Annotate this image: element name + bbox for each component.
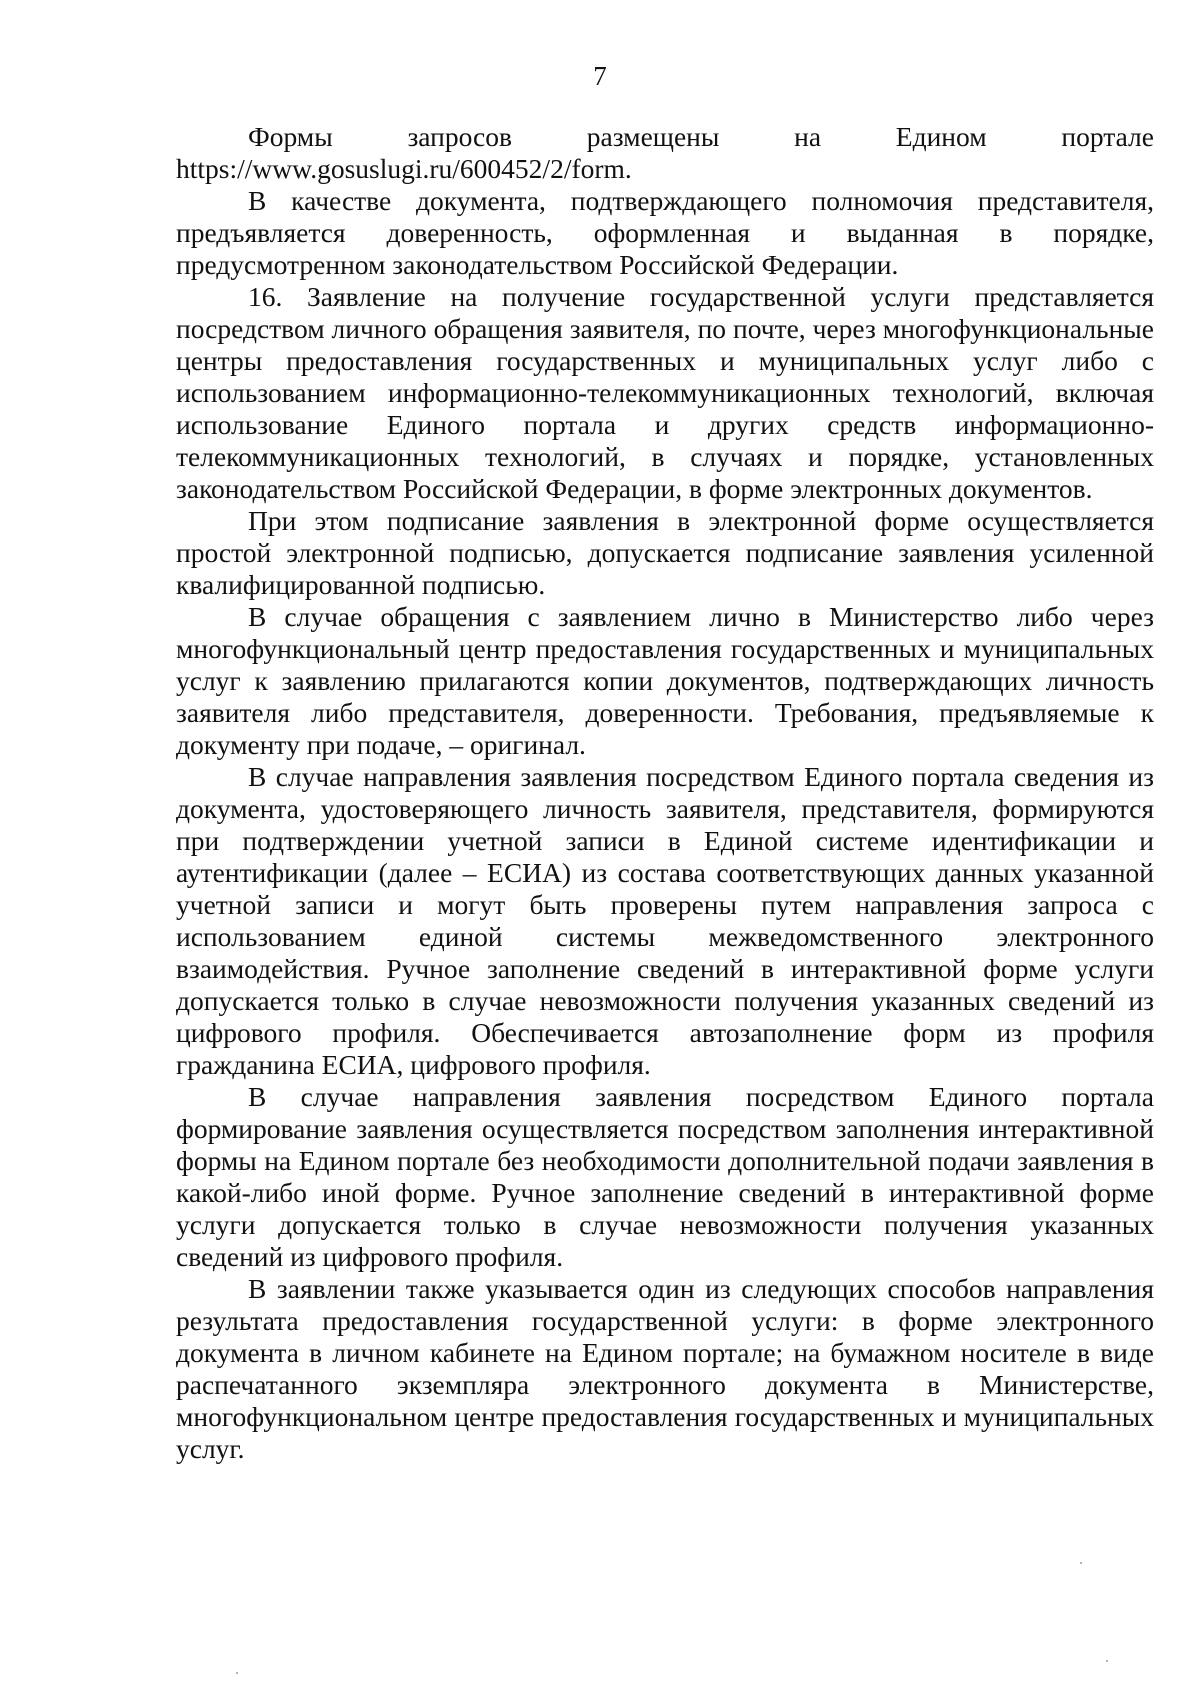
- page-number: 7: [593, 61, 607, 91]
- paragraph-application-submission: 16. Заявление на получение государственной услуги представляется посредством личного обращения заявителя, по почте, через многофункциональные центры предоставления государственных и муниципальных услуг либо с использованием информационно-телекоммуникационных технологий, включая использование Единого портала и других средств информационно-телекоммуникационных технологий, в случаях и порядке, установленных законодательством Российской Федерации, в форме электронных документов.: [176, 281, 1154, 504]
- paragraph-representative-authority: В качестве документа, подтверждающего полномочия представителя, предъявляется доверенность, оформленная и выданная в порядке, предусмотренном законодательством Российской Федерации.: [176, 185, 1154, 280]
- paragraph-result-delivery: В заявлении также указывается один из следующих способов направления результата предоставления государственной услуги: в форме электронного документа в личном кабинете на Едином портале; на бумажном носителе в виде распечатанного экземпляра электронного документа в Министерстве, многофункциональном центре предоставления государственных и муниципальных услуг.: [176, 1273, 1154, 1464]
- paragraph-interactive-form: В случае направления заявления посредством Единого портала формирование заявления осуществляется посредством заполнения интерактивной формы на Едином портале без необходимости дополнительной подачи заявления в какой-либо иной форме. Ручное заполнение сведений в интерактивной форме услуги допускается только в случае невозможности получения указанных сведений из цифрового профиля.: [176, 1081, 1154, 1272]
- paragraph-in-person-documents: В случае обращения с заявлением лично в Министерство либо через многофункциональный центр предоставления государственных и муниципальных услуг к заявлению прилагаются копии документов, подтверждающих личность заявителя либо представителя, доверенности. Требования, предъявляемые к документу при подаче, – оригинал.: [176, 601, 1154, 760]
- paragraph-request-forms: Формы запросов размещены на Едином портале https://www.gosuslugi.ru/600452/2/form.: [176, 121, 1154, 184]
- paragraph-electronic-signature: При этом подписание заявления в электронной форме осуществляется простой электронной подписью, допускается подписание заявления усиленной квалифицированной подписью.: [176, 505, 1154, 600]
- paragraph-esia-data: В случае направления заявления посредством Единого портала сведения из документа, удостоверяющего личность заявителя, представителя, формируются при подтверждении учетной записи в Единой системе идентификации и аутентификации (далее – ЕСИА) из состава соответствующих данных указанной учетной записи и могут быть проверены путем направления запроса с использованием единой системы межведомственного электронного взаимодействия. Ручное заполнение сведений в интерактивной форме услуги допускается только в случае невозможности получения указанных сведений из цифрового профиля. Обеспечивается автозаполнение форм из профиля гражданина ЕСИА, цифрового профиля.: [176, 761, 1154, 1080]
- scan-speck: [1080, 1562, 1082, 1564]
- scan-speck: [1106, 1660, 1108, 1662]
- scan-speck: [236, 1672, 238, 1674]
- document-body: [176, 121, 1154, 1465]
